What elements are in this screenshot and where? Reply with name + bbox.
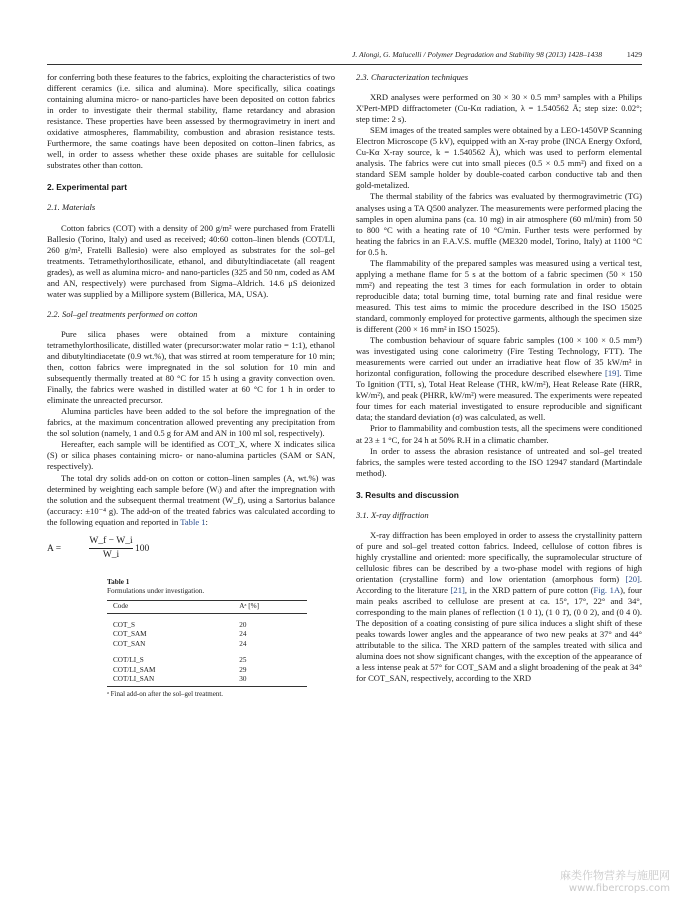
solgel-paragraph-4 xyxy=(47,473,335,528)
header-rule xyxy=(47,64,642,65)
section-heading-results: 3. Results and discussion xyxy=(356,489,459,500)
equation-denominator: W_i xyxy=(102,549,120,560)
cell-code: COT_S xyxy=(113,620,135,629)
xrd-text-1: X-ray diffraction has been employed in order to assess the crystallinity pattern of pure and sol–gel treated cotton fabrics. Indeed, cellulose of cotton fibres is highly crystalline and oriented: more specifically, the supramolecular structure of cellulosic fibres can be described by a two-phase model with regions of high orientation (crystalline form) and low orientation (amorphous form) xyxy=(356,529,642,584)
cell-addon: 24 xyxy=(239,639,247,648)
cell-addon: 20 xyxy=(239,620,247,629)
xrd-text-2: . According to the literature xyxy=(356,573,642,596)
table-row xyxy=(107,656,307,666)
subsection-heading-characterization: 2.3. Characterization techniques xyxy=(356,72,469,82)
solgel-paragraph-4-text: The total dry solids add-on on cotton or cotton–linen samples (A, wt.%) was determined by weighting each sample before (Wᵢ) and after the impregnation with the solution and the subsequent thermal treatment (W_f), using a Sartorius balance (accuracy: ±10⁻⁴ g). The add-on of the treated fabrics was calculated according to the following equation and reported in xyxy=(47,472,335,527)
running-header xyxy=(47,50,642,64)
site-watermark xyxy=(560,869,670,895)
table-header-row xyxy=(107,600,307,613)
left-column xyxy=(47,72,335,700)
right-column xyxy=(356,72,642,684)
combustion-paragraph xyxy=(356,335,642,423)
xrd-method-paragraph: XRD analyses were performed on 30 × 30 × 0.5 mm³ samples with a Philips X'Pert-MPD diffractometer (Cu-Kα radiation, λ = 1.540562 Å; step size: 0.02°; step time: 2 s). xyxy=(356,92,642,125)
cell-code: COT_SAM xyxy=(113,630,147,639)
table-row xyxy=(107,675,307,686)
table-caption: Formulations under investigation. xyxy=(107,587,205,596)
flammability-paragraph: The flammability of the prepared samples was measured using a vertical test, applying a methane flame for 5 s at the bottom of a fabric specimen (50 × 150 mm²) and repeating the test 3 times for each formulation in order to obtain reproducible data; total burning time, total burning rate and final residue were measured. This test aims to mimic the procedure described in the ISO 15025 standard, commonly employed for protective garments, although the specimen size is different (200 × 16 mm² in ISO 15025). xyxy=(356,257,642,335)
materials-paragraph: Cotton fabrics (COT) with a density of 200 g/m² were purchased from Fratelli Ballesio (Torino, Italy) and used as received; 40:60 cotton–linen blends (COT/LI, 260 g/m², Fratelli Ballesio) were also employed as substrates for the sol–gel treatments. Tetramethylorthosilicate, ethanol, and dibutyltindiacetate (all reagent grades), as well as alumina micro- and nano-particles (325 and 50 nm, coded as AM and AN, respectively) were purchased from Sigma–Aldrich. 14.6 μS deionized water was supplied by a Millipore system (Billerica, MA, USA). xyxy=(47,222,335,299)
cell-addon: 29 xyxy=(239,665,247,674)
conditioning-paragraph: Prior to flammability and combustion tests, all the specimens were conditioned at 23 ± 1 °C, for 24 h at 50% R.H in a climatic chamber. xyxy=(356,423,642,445)
table-title: Table 1 xyxy=(107,577,130,586)
cell-addon: 25 xyxy=(239,656,247,665)
reference-20-link[interactable]: [20] xyxy=(625,573,640,584)
cell-code: COT/LI_SAM xyxy=(113,665,156,674)
table-row xyxy=(107,621,307,631)
equation-multiplier: 100 xyxy=(135,543,150,554)
formulations-table xyxy=(107,600,307,687)
cell-code: COT/LI_SAN xyxy=(107,675,233,686)
xrd-text-3: , in the XRD pattern of pure cotton ( xyxy=(464,585,594,596)
table-footnote: ᵃ Final add-on after the sol–gel treatment. xyxy=(107,690,224,699)
journal-citation: J. Alongi, G. Malucelli / Polymer Degradation and Stability 98 (2013) 1428–1438 xyxy=(351,50,602,59)
table-1 xyxy=(107,578,307,700)
solgel-paragraph-3: Hereafter, each sample will be identified as COT_X, where X indicates silica (S) or silica phases containing micro- or nano-alumina particles (SAM or SAN, respectively). xyxy=(47,439,335,472)
table-1-link[interactable]: Table 1 xyxy=(180,516,206,527)
page-number: 1429 xyxy=(626,50,642,59)
solgel-paragraph-1: Pure silica phases were obtained from a mixture containing tetramethylorthosilicate, distilled water (precursor:water molar ratio = 1:1), ethanol and dibutyltindiacetate (0.9 wt.%), that was stirred at room temperature for 10 min; then, cotton fabrics were impregnated in the sol solution for 10 min and subsequently thermally treated at 80 °C for 15 h using a gravity convection oven. Finally, the fabrics were washed in distilled water at 60 °C for 1 h in order to eliminate the unreacted precursor. xyxy=(47,328,335,406)
intro-paragraph: for conferring both these features to the fabrics, exploiting the characteristics of two different ceramics (i.e. silica and alumina). More specifically, silica coatings containing alumina micro- or nano-particles have been deposited on cotton fabrics in order to investigate their thermal stability, flame retardancy and abrasion resistance. These properties have been assessed by thermogravimetry in inert and oxidative atmospheres, flammability, combustion and abrasion resistance tests. Furthermore, the same coatings have been deposited on cotton–linen fabrics, as well, in order to assess whether these oxide phases are suitable for cellulosic substrates other than cotton. xyxy=(47,72,335,171)
table-spacer xyxy=(107,649,307,656)
watermark-url: www.fibercrops.com xyxy=(568,883,670,894)
equation-fraction xyxy=(89,536,133,561)
col-header-code: Code xyxy=(107,600,233,613)
xrd-text-4: ), four main peaks ascribed to cellulose are present at ca. 15°, 17°, 22° and 34°, corresponding to the main planes of reflection (1 0 1), (1 0 1̄), (0 0 2), and (0 4 0). The deposition of a coating consisting of pure silica induces a slight shift of these peaks towards lower angles and the appearance of two new peaks at 37° and 44° attributable to the silica. The XRD pattern of the samples treated with silica and alumina does not show significant changes, with the exception of the appearance of a less intense peak at 57° for COT_SAM and a slight broadening of the peak at 34° for COT_SAN, respectively, according to the XRD xyxy=(356,585,642,684)
equation-lhs: A = xyxy=(47,543,62,554)
abrasion-paragraph: In order to assess the abrasion resistance of untreated and sol–gel treated fabrics, the samples were tested according to the ISO 12947 standard (Martindale method). xyxy=(356,445,642,478)
subsection-heading-xrd: 3.1. X-ray diffraction xyxy=(356,509,429,520)
table-row xyxy=(107,640,307,650)
solgel-paragraph-4-end: : xyxy=(205,516,208,527)
xrd-results-paragraph xyxy=(356,530,642,685)
cell-addon: 24 xyxy=(239,630,247,639)
cell-addon: 30 xyxy=(233,675,307,686)
solgel-paragraph-2: Alumina particles have been added to the sol before the impregnation of the fabrics, at the maximum concentration allowed preventing any precipitation from the sol solution (namely, 1 and 0.5 g for AM and AN in 100 ml sol, respectively). xyxy=(47,406,335,439)
watermark-text: 麻类作物营养与施肥网 xyxy=(560,869,670,882)
reference-21-link[interactable]: [21] xyxy=(450,585,465,596)
table-row xyxy=(107,666,307,676)
sem-paragraph: SEM images of the treated samples were obtained by a LEO-1450VP Scanning Electron Microscope (5 kV), equipped with an X-ray probe (INCA Energy Oxford, Cu-Kα X-ray source, k = 1.540562 Å), which was used to perform elemental analysis. The fabrics were cut into small pieces (0.5 × 0.5 mm²) and fixed on a standard SEM sample holder by double-coated carbon conductive tab and then gold-metalized. xyxy=(356,125,642,191)
col-header-addon: Aᵃ [%] xyxy=(233,600,307,613)
table-spacer xyxy=(107,613,307,621)
tg-paragraph: The thermal stability of the fabrics was evaluated by thermogravimetric (TG) analyses using a TA Q500 analyzer. The measurements were performed placing the samples in open alumina pans (ca. 10 mg) in air atmosphere (60 ml/min) from 50 to 800 °C with a heating rate of 10 °C/min. Further tests were performed by heating the fabrics in an F.A.V.S. muffle (ME320 model, Torino, Italy) at 1100 °C for 0.5 h. xyxy=(356,191,642,257)
cell-code: COT/LI_S xyxy=(113,656,144,665)
combustion-text-2: . Time To Ignition (TTI, s), Total Heat Release (THR, kW/m²), Heat Release Rate (HRR, kW/m²), and peak (PHRR, kW/m²) were measured. The experiments were repeated four times for each material investigated to ensure reproducible and significant data; the standard deviation (σ) was calculated, as well. xyxy=(356,368,642,423)
reference-19-link[interactable]: [19] xyxy=(604,368,620,379)
addon-equation xyxy=(47,536,335,564)
table-row xyxy=(107,630,307,640)
section-heading-experimental: 2. Experimental part xyxy=(47,182,128,193)
cell-code: COT_SAN xyxy=(113,639,146,648)
combustion-text-1: The combustion behaviour of square fabric samples (100 × 100 × 0.5 mm³) was investigated using cone calorimetry (Fire Testing Technology, FTT). The measurements were carried out under an irradiative heat flow of 35 kW/m² in horizontal configuration, following the procedure described elsewhere xyxy=(356,335,642,379)
subsection-heading-solgel: 2.2. Sol–gel treatments performed on cotton xyxy=(47,308,198,319)
subsection-heading-materials: 2.1. Materials xyxy=(47,202,96,213)
equation-numerator: W_f − W_i xyxy=(89,536,133,549)
figure-1a-link[interactable]: Fig. 1A xyxy=(593,585,621,596)
